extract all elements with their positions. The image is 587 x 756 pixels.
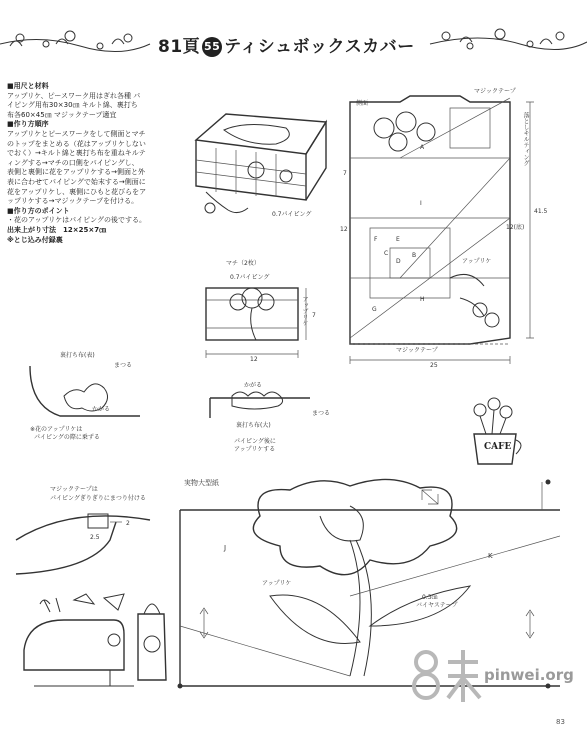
materials-line: イピング用布30×30㎝ キルト綿、裏打ち	[7, 101, 138, 110]
letter-b: B	[412, 252, 417, 259]
sewing-machine-illustration	[14, 590, 174, 700]
materials-line: 布各60×45㎝ マジックテープ適宜	[7, 110, 117, 119]
dimension-2-5: 2.5	[90, 534, 100, 541]
watermark-text: pinwei.org	[484, 666, 574, 684]
steps-line: のトップをまとめる（花はアップリケしない	[7, 139, 146, 148]
steps-line: 表側と裏側に花をアップリケする→側面と外	[7, 168, 145, 177]
steps-line: ップリケする→マジックテープを付ける。	[7, 197, 139, 206]
label-k: K	[488, 552, 493, 560]
points-heading: ■作り方のポイント	[7, 206, 70, 215]
letter-c: C	[384, 250, 389, 257]
pinwei-logo-icon	[408, 642, 482, 706]
cafe-cup-illustration	[460, 394, 530, 474]
magic-tape-label: マジックテープ	[474, 88, 516, 95]
gusset-applique-label: アップリケ	[301, 296, 308, 326]
dimension-12: 12	[340, 226, 348, 233]
dimension-12-bottom: 12(底)	[506, 224, 525, 231]
side-panel-diagram	[340, 88, 550, 378]
gusset-label: マチ（2枚）	[226, 260, 260, 267]
magic-tape-label-bottom: マジックテープ	[396, 347, 438, 354]
bias-tape-label: バイヤステープ	[416, 602, 458, 609]
title-number-badge: 55	[202, 37, 222, 57]
instructions-block	[7, 82, 187, 245]
cafe-label: CAFE	[484, 442, 512, 452]
applique-label: アップリケ	[462, 258, 492, 265]
letter-h: H	[420, 296, 425, 303]
title-page-ref: 81頁	[158, 37, 201, 57]
piping-note-2: パイピングの際に乗ずる	[34, 434, 100, 441]
pattern-applique-label: アップリケ	[262, 580, 292, 587]
letter-a: A	[420, 144, 425, 151]
materials-heading: ■用尺と材料	[7, 82, 49, 90]
piping-note: ※花のアップリケは	[30, 426, 83, 433]
steps-heading: ■作り方順序	[7, 120, 49, 129]
matsuri-label: まつる	[114, 362, 133, 369]
side-label: 側面	[356, 100, 369, 107]
kagaru-label: かがる	[92, 406, 111, 413]
letter-f: F	[374, 236, 378, 243]
piping-applique-label: パイピング後に	[234, 438, 276, 445]
title-text: ティシュボックスカバー	[224, 37, 415, 57]
magic-tape-detail	[10, 500, 160, 586]
letter-i: I	[420, 200, 422, 207]
steps-line: でおく）→キルト綿と裏打ち布を重ねキルテ	[7, 149, 146, 158]
matsuri-label-2: まつる	[312, 410, 331, 417]
pattern-note: ※とじ込み付録裏	[7, 235, 63, 244]
full-pattern-label: 実物大型紙	[184, 479, 219, 487]
dimension-25: 25	[430, 362, 438, 369]
gusset-piping-label: 0.7パイピング	[230, 274, 270, 281]
finished-size-label: 出来上がり寸法	[7, 225, 56, 234]
dimension-41-5: 41.5	[534, 208, 548, 215]
magic-tape-note: マジックテープは	[50, 486, 98, 493]
piping-label: 0.7パイピング	[272, 211, 312, 218]
piping-applique-label-2: アップリケする	[234, 446, 276, 453]
dimension-2: 2	[126, 520, 130, 527]
gusset-dim-7: 7	[312, 312, 316, 319]
steps-line: 表に合わせてパイピングで始末する→側面に	[7, 177, 146, 186]
bias-width-label: 0.3㎝	[422, 594, 438, 601]
steps-line: ィングする→マチの口側をパイピングし、	[7, 158, 139, 167]
backing-big-label: 裏打ち布(大)	[236, 422, 271, 429]
steps-line: 花をアップリケし、裏側にひもと花びらをア	[7, 187, 147, 196]
backing-label: 裏打ち布(表)	[60, 352, 95, 359]
label-j: J	[224, 544, 227, 552]
magic-tape-note-2: パイピングぎりぎりにまつり付ける	[50, 495, 146, 502]
steps-line: アップリケとピースワークをして側面とマチ	[7, 129, 146, 138]
kagaru-label-2: かがる	[244, 382, 263, 389]
quilt-line-label: 落としキルティング	[522, 112, 529, 166]
letter-d: D	[396, 258, 401, 265]
materials-line: アップリケ、ピースワーク用はぎれ各種 パ	[7, 91, 141, 100]
finished-size-value: 12×25×7㎝	[63, 225, 107, 234]
tissue-box-illustration	[186, 100, 336, 220]
page-number: 83	[556, 718, 565, 726]
finished-size	[7, 226, 187, 236]
points-line: ・花のアップリケはパイピングの後でする。	[7, 216, 146, 225]
letter-e: E	[396, 236, 400, 243]
gusset-dim-12: 12	[250, 356, 258, 363]
page-title	[158, 32, 415, 57]
dimension-7: 7	[343, 170, 347, 177]
letter-g: G	[372, 306, 377, 313]
